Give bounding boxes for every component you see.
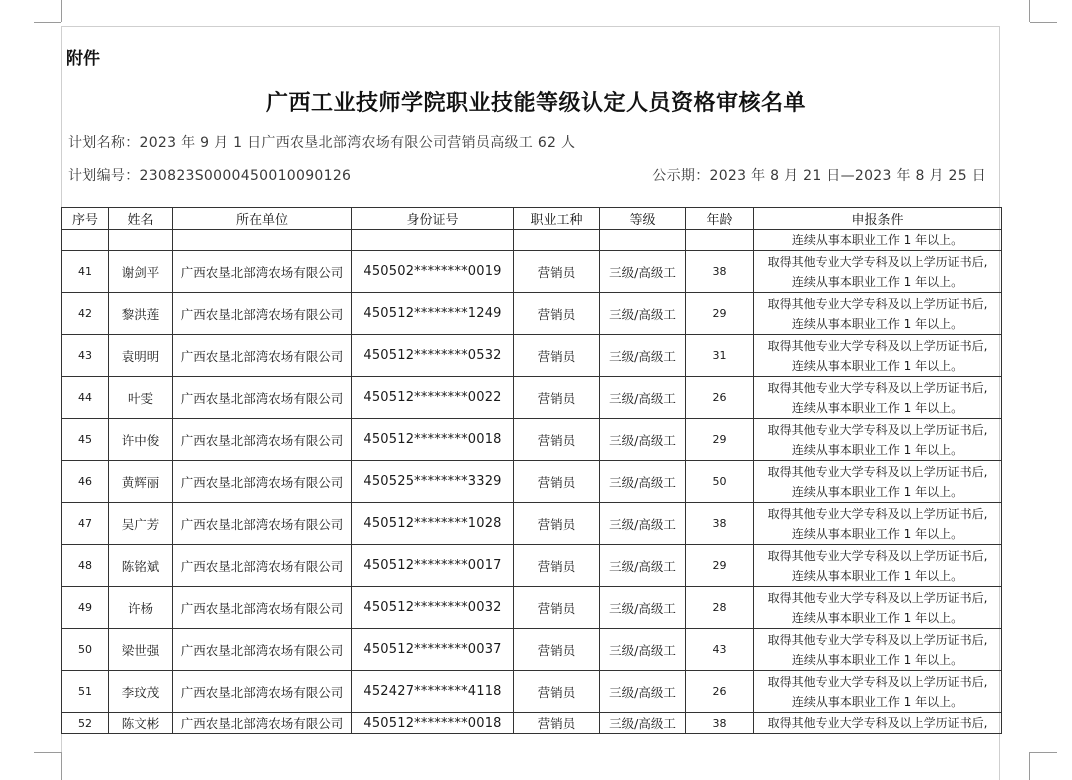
row-name: 叶雯 (109, 377, 173, 419)
row-level: 三级/高级工 (600, 629, 686, 671)
row-occupation: 营销员 (514, 671, 600, 713)
condition-cell (754, 461, 1002, 503)
row-id-number: 450512********0017 (352, 545, 514, 587)
row-id-number: 450512********0022 (352, 377, 514, 419)
row-occupation: 营销员 (514, 251, 600, 293)
condition-line-2: 连续从事本职业工作 1 年以上。 (791, 358, 964, 373)
row-name: 谢剑平 (109, 251, 173, 293)
condition-line-1: 取得其他专业大学专科及以上学历证书后, (767, 338, 988, 353)
row-occupation: 营销员 (514, 293, 600, 335)
row-level: 三级/高级工 (600, 251, 686, 293)
condition-cell (754, 377, 1002, 419)
condition-line-1: 取得其他专业大学专科及以上学历证书后, (767, 464, 988, 479)
document-title: 广西工业技师学院职业技能等级认定人员资格审核名单 (265, 90, 806, 116)
table-row (62, 293, 1002, 335)
row-index: 41 (62, 251, 109, 293)
row-id-number: 450512********0018 (352, 419, 514, 461)
condition-cell (754, 419, 1002, 461)
condition-line-1: 取得其他专业大学专科及以上学历证书后, (767, 548, 988, 563)
row-occupation: 营销员 (514, 377, 600, 419)
crop-mark (34, 752, 61, 753)
condition-cell (754, 335, 1002, 377)
row-unit: 广西农垦北部湾农场有限公司 (173, 335, 352, 377)
attachment-label: 附件 (66, 49, 100, 69)
row-level: 三级/高级工 (600, 587, 686, 629)
row-occupation: 营销员 (514, 335, 600, 377)
row-age: 26 (686, 377, 754, 419)
row-unit: 广西农垦北部湾农场有限公司 (173, 503, 352, 545)
crop-mark (1029, 0, 1030, 22)
condition-cell (754, 545, 1002, 587)
row-occupation: 营销员 (514, 713, 600, 734)
row-name: 黎洪莲 (109, 293, 173, 335)
condition-line-1: 取得其他专业大学专科及以上学历证书后, (767, 674, 988, 689)
row-index: 42 (62, 293, 109, 335)
condition-line-2: 连续从事本职业工作 1 年以上。 (791, 316, 964, 331)
condition-line-1: 取得其他专业大学专科及以上学历证书后, (767, 506, 988, 521)
notice-period: 公示期：2023 年 8 月 21 日—2023 年 8 月 25 日 (652, 168, 986, 184)
empty-cell (62, 230, 109, 251)
row-level: 三级/高级工 (600, 503, 686, 545)
condition-cell (754, 587, 1002, 629)
row-occupation: 营销员 (514, 503, 600, 545)
header-occupation: 职业工种 (514, 208, 600, 230)
header-name: 姓名 (109, 208, 173, 230)
crop-mark (1029, 752, 1030, 780)
header-condition: 申报条件 (754, 208, 1002, 230)
row-index: 48 (62, 545, 109, 587)
row-index: 43 (62, 335, 109, 377)
row-name: 许杨 (109, 587, 173, 629)
plan-name: 计划名称：2023 年 9 月 1 日广西农垦北部湾农场有限公司营销员高级工 62 人 (68, 135, 576, 151)
header-index: 序号 (62, 208, 109, 230)
crop-mark (34, 22, 61, 23)
condition-line-2: 连续从事本职业工作 1 年以上。 (791, 442, 964, 457)
table-row (62, 671, 1002, 713)
row-name: 陈铭斌 (109, 545, 173, 587)
condition-line-2: 连续从事本职业工作 1 年以上。 (791, 568, 964, 583)
condition-line-2: 连续从事本职业工作 1 年以上。 (791, 274, 964, 289)
row-level: 三级/高级工 (600, 713, 686, 734)
condition-line-2: 连续从事本职业工作 1 年以上。 (791, 400, 964, 415)
row-unit: 广西农垦北部湾农场有限公司 (173, 713, 352, 734)
row-unit: 广西农垦北部湾农场有限公司 (173, 251, 352, 293)
condition-line-1: 取得其他专业大学专科及以上学历证书后, (767, 716, 988, 730)
row-level: 三级/高级工 (600, 461, 686, 503)
row-age: 31 (686, 335, 754, 377)
row-id-number: 450512********1028 (352, 503, 514, 545)
row-id-number: 450512********0018 (352, 713, 514, 734)
condition-line-1: 取得其他专业大学专科及以上学历证书后, (767, 380, 988, 395)
row-age: 50 (686, 461, 754, 503)
row-age: 28 (686, 587, 754, 629)
table-row (62, 629, 1002, 671)
row-age: 38 (686, 713, 754, 734)
table-row (62, 545, 1002, 587)
empty-cell (352, 230, 514, 251)
row-occupation: 营销员 (514, 419, 600, 461)
row-name: 李玟茂 (109, 671, 173, 713)
empty-cell (173, 230, 352, 251)
row-age: 29 (686, 419, 754, 461)
table-row (62, 251, 1002, 293)
condition-line-1: 取得其他专业大学专科及以上学历证书后, (767, 422, 988, 437)
row-id-number: 450525********3329 (352, 461, 514, 503)
crop-mark (1030, 22, 1057, 23)
row-age: 26 (686, 671, 754, 713)
crop-mark (61, 752, 62, 780)
row-unit: 广西农垦北部湾农场有限公司 (173, 419, 352, 461)
condition-line-2: 连续从事本职业工作 1 年以上。 (791, 610, 964, 625)
header-unit: 所在单位 (173, 208, 352, 230)
row-level: 三级/高级工 (600, 419, 686, 461)
row-level: 三级/高级工 (600, 545, 686, 587)
table-row (62, 503, 1002, 545)
table-row (62, 230, 1002, 251)
row-index: 44 (62, 377, 109, 419)
plan-number: 计划编号：230823S0000450010090126 (68, 168, 352, 184)
row-level: 三级/高级工 (600, 671, 686, 713)
condition-line-2: 连续从事本职业工作 1 年以上。 (791, 526, 964, 541)
condition-cell (754, 293, 1002, 335)
roster-table (61, 207, 1002, 734)
table-row (62, 587, 1002, 629)
row-name: 吴广芳 (109, 503, 173, 545)
row-index: 52 (62, 713, 109, 734)
empty-cell (600, 230, 686, 251)
condition-cell (754, 713, 1002, 734)
row-index: 47 (62, 503, 109, 545)
row-occupation: 营销员 (514, 461, 600, 503)
row-age: 43 (686, 629, 754, 671)
row-occupation: 营销员 (514, 587, 600, 629)
row-id-number: 450512********0037 (352, 629, 514, 671)
row-unit: 广西农垦北部湾农场有限公司 (173, 671, 352, 713)
row-age: 38 (686, 503, 754, 545)
row-unit: 广西农垦北部湾农场有限公司 (173, 545, 352, 587)
row-unit: 广西农垦北部湾农场有限公司 (173, 293, 352, 335)
row-index: 50 (62, 629, 109, 671)
row-unit: 广西农垦北部湾农场有限公司 (173, 629, 352, 671)
table-row (62, 419, 1002, 461)
empty-cell (514, 230, 600, 251)
row-age: 29 (686, 545, 754, 587)
condition-line-1: 取得其他专业大学专科及以上学历证书后, (767, 296, 988, 311)
condition-cell (754, 503, 1002, 545)
row-index: 49 (62, 587, 109, 629)
row-name: 梁世强 (109, 629, 173, 671)
condition-line-1: 取得其他专业大学专科及以上学历证书后, (767, 590, 988, 605)
row-unit: 广西农垦北部湾农场有限公司 (173, 461, 352, 503)
row-id-number: 450502********0019 (352, 251, 514, 293)
table-header-row (62, 208, 1002, 230)
condition-cell: 连续从事本职业工作 1 年以上。 (754, 230, 1002, 251)
table-row (62, 461, 1002, 503)
crop-mark (1030, 752, 1057, 753)
row-name: 黄辉丽 (109, 461, 173, 503)
empty-cell (109, 230, 173, 251)
condition-line-2: 连续从事本职业工作 1 年以上。 (791, 694, 964, 709)
condition-line-1: 取得其他专业大学专科及以上学历证书后, (767, 632, 988, 647)
row-name: 陈文彬 (109, 713, 173, 734)
row-id-number: 450512********0532 (352, 335, 514, 377)
header-level: 等级 (600, 208, 686, 230)
row-age: 29 (686, 293, 754, 335)
row-age: 38 (686, 251, 754, 293)
condition-line-2: 连续从事本职业工作 1 年以上。 (791, 652, 964, 667)
row-level: 三级/高级工 (600, 377, 686, 419)
crop-mark (61, 0, 62, 22)
row-id-number: 452427********4118 (352, 671, 514, 713)
row-occupation: 营销员 (514, 545, 600, 587)
row-occupation: 营销员 (514, 629, 600, 671)
header-id-number: 身份证号 (352, 208, 514, 230)
row-id-number: 450512********0032 (352, 587, 514, 629)
row-index: 45 (62, 419, 109, 461)
row-level: 三级/高级工 (600, 335, 686, 377)
header-age: 年龄 (686, 208, 754, 230)
row-unit: 广西农垦北部湾农场有限公司 (173, 377, 352, 419)
row-name: 许中俊 (109, 419, 173, 461)
condition-cell (754, 251, 1002, 293)
table-row (62, 335, 1002, 377)
row-index: 51 (62, 671, 109, 713)
condition-line-2: 连续从事本职业工作 1 年以上。 (791, 484, 964, 499)
table-row (62, 713, 1002, 734)
row-index: 46 (62, 461, 109, 503)
table-row (62, 377, 1002, 419)
condition-cell (754, 671, 1002, 713)
row-unit: 广西农垦北部湾农场有限公司 (173, 587, 352, 629)
condition-cell (754, 629, 1002, 671)
condition-line-1: 取得其他专业大学专科及以上学历证书后, (767, 254, 988, 269)
row-name: 袁明明 (109, 335, 173, 377)
empty-cell (686, 230, 754, 251)
row-id-number: 450512********1249 (352, 293, 514, 335)
row-level: 三级/高级工 (600, 293, 686, 335)
